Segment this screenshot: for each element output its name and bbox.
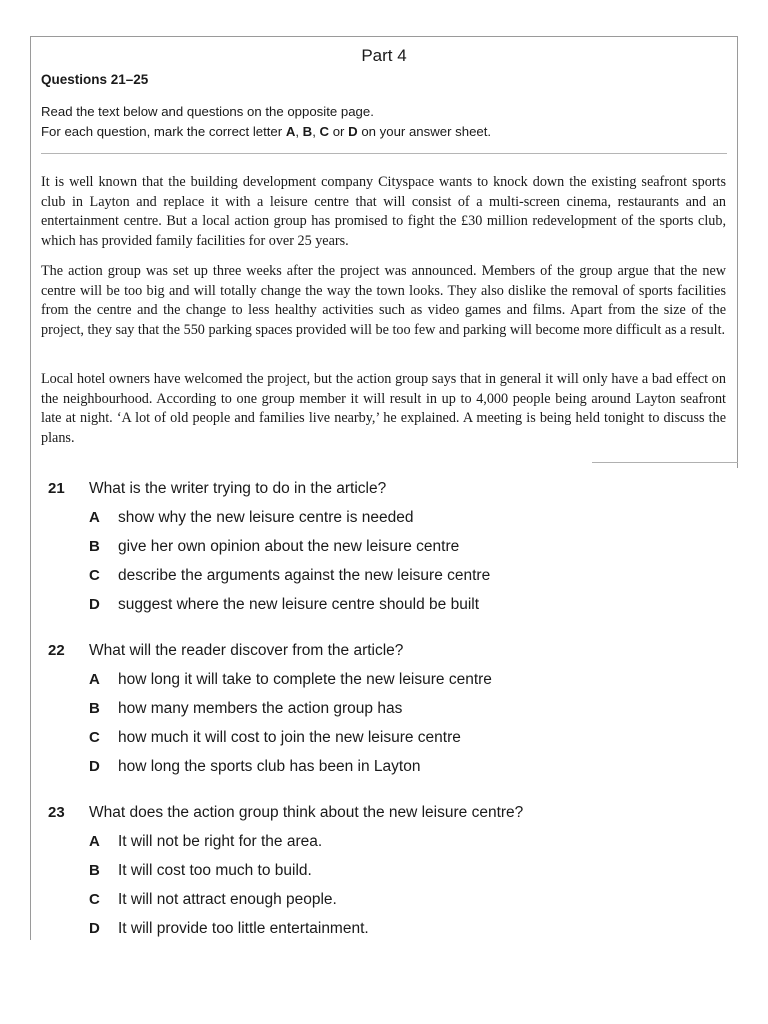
option-letter: A <box>89 833 100 850</box>
option-text: how many members the action group has <box>118 700 403 717</box>
instruction-suffix: on your answer sheet. <box>357 124 492 139</box>
option-text: how much it will cost to join the new leisure centre <box>118 729 461 746</box>
answer-option-22c[interactable] <box>0 729 768 751</box>
option-text: It will not attract enough people. <box>118 891 337 908</box>
passage-paragraph-2: The action group was set up three weeks after the project was announced. Members of the group argue that the new centre will be too big and will totally change the way the town looks. They also dislike the removal of sports facilities from the centre and the change to less healthy activities such as video games and films. Apart from the size of the project, they say that the 550 parking spaces provided will be too few and parking will become more difficult as a result. <box>41 263 726 338</box>
answer-option-23d[interactable] <box>0 920 768 942</box>
frame-bottom-rule <box>592 462 738 463</box>
option-letter: A <box>89 509 100 526</box>
question-number: 23 <box>48 804 65 821</box>
instruction-line-2 <box>41 124 491 139</box>
option-letter: B <box>89 862 100 879</box>
answer-option-23b[interactable] <box>0 862 768 884</box>
passage-paragraph-1: It is well known that the building development company Cityspace wants to knock down the existing seafront sports club in Layton and replace it with a leisure centre that will consist of a multi-screen cinema, restaurants and an entertainment centre. But a local action group has promised to fight the £30 million redevelopment of the sports club, which has provided family facilities for over 25 years. <box>41 174 726 249</box>
questions-range-heading: Questions 21–25 <box>41 72 149 87</box>
question-text: What does the action group think about the new leisure centre? <box>89 804 524 821</box>
option-letter: C <box>89 729 100 746</box>
question-text: What will the reader discover from the article? <box>89 642 404 659</box>
instruction-divider <box>41 153 727 154</box>
option-letter: B <box>89 700 100 717</box>
option-letter: C <box>89 567 100 584</box>
option-text: It will cost too much to build. <box>118 862 312 879</box>
option-text: how long the sports club has been in Layton <box>118 758 421 775</box>
answer-option-21c[interactable] <box>0 567 768 589</box>
option-text: It will not be right for the area. <box>118 833 323 850</box>
option-letter: B <box>89 538 100 555</box>
option-letter: C <box>89 891 100 908</box>
instruction-letter-d: D <box>348 124 358 139</box>
option-text: It will provide too little entertainment. <box>118 920 369 937</box>
instruction-letter-b: B <box>302 124 313 139</box>
option-letter: D <box>89 920 100 937</box>
option-text: how long it will take to complete the new leisure centre <box>118 671 492 688</box>
instruction-separator: , <box>295 124 303 139</box>
option-text: describe the arguments against the new leisure centre <box>118 567 491 584</box>
instruction-line-1: Read the text below and questions on the opposite page. <box>41 104 374 119</box>
answer-option-23c[interactable] <box>0 891 768 913</box>
option-text: show why the new leisure centre is needed <box>118 509 414 526</box>
question-number: 22 <box>48 642 65 659</box>
answer-option-21d[interactable] <box>0 596 768 618</box>
instruction-separator: or <box>329 124 349 139</box>
answer-option-21a[interactable] <box>0 509 768 531</box>
answer-option-22d[interactable] <box>0 758 768 780</box>
question-text: What is the writer trying to do in the article? <box>89 480 387 497</box>
instruction-prefix: For each question, mark the correct letter <box>41 124 286 139</box>
part-title: Part 4 <box>361 46 407 65</box>
question-number: 21 <box>48 480 65 497</box>
option-letter: A <box>89 671 100 688</box>
option-letter: D <box>89 758 100 775</box>
instruction-letter-a: A <box>285 124 296 139</box>
option-letter: D <box>89 596 100 613</box>
answer-option-22a[interactable] <box>0 671 768 693</box>
instruction-letter-c: C <box>319 124 330 139</box>
answer-option-23a[interactable] <box>0 833 768 855</box>
option-text: give her own opinion about the new leisure centre <box>118 538 460 555</box>
answer-option-22b[interactable] <box>0 700 768 722</box>
answer-option-21b[interactable] <box>0 538 768 560</box>
instruction-separator: , <box>312 124 320 139</box>
passage-paragraph-3: Local hotel owners have welcomed the project, but the action group says that in general it will only have a bad effect on the neighbourhood. According to one group member it will result in up to 4,000 people being around Layton seafront late at night. ‘A lot of old people and families live nearby,’ he explained. A meeting is being held tonight to discuss the plans. <box>41 371 726 446</box>
option-text: suggest where the new leisure centre should be built <box>118 596 480 613</box>
